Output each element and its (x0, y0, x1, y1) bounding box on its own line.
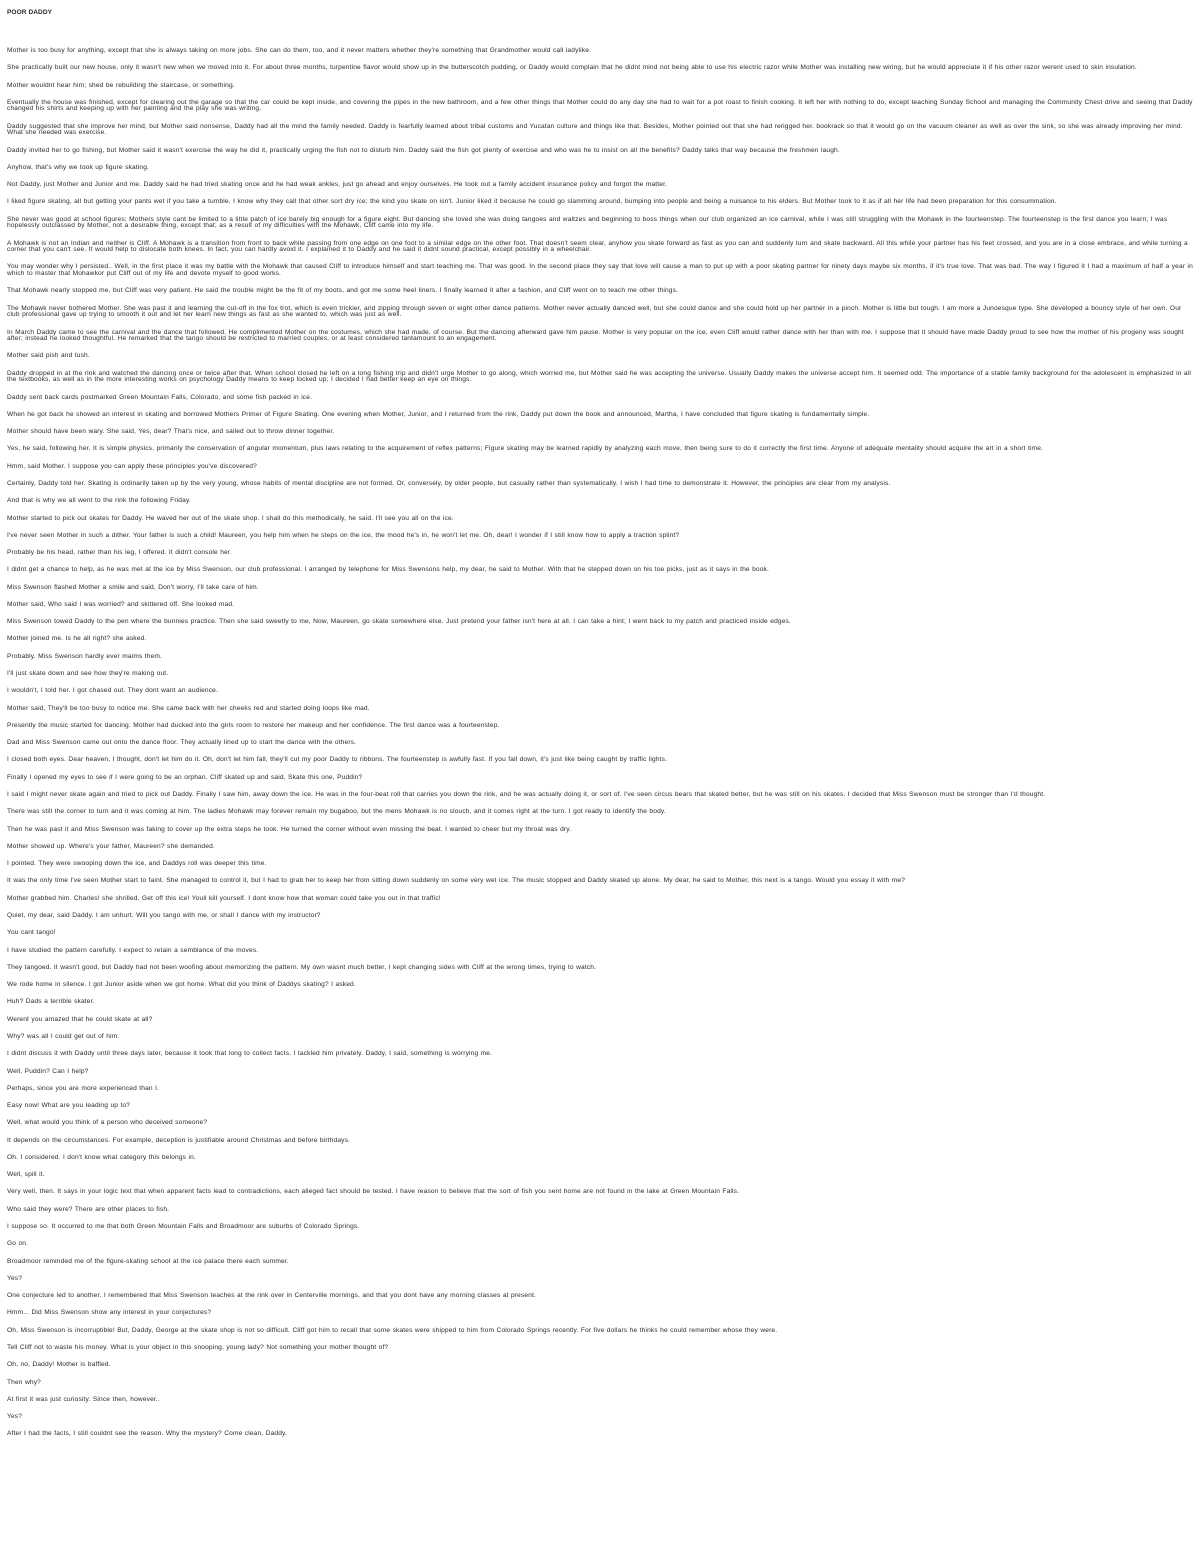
story-paragraph: Easy now! What are you leading up to? (7, 1102, 131, 1110)
story-paragraph: I wouldn't, I told her. I got chased out. They dont want an audience. (7, 687, 218, 695)
story-paragraph: I pointed. They were swooping down the ice, and Daddys roll was deeper this time. (7, 860, 267, 868)
story-paragraph: She never was good at school figures; Mothers style cant be limited to a little patch of ice barely big enough for a figure eight. But dancing she loved she was doing tangoes and waltzes and beginning to boss things when our club organized an ice carnival, while I was still struggling with the Mohawk in the fourteenstep. The fourteenstep is the first dance you learn; I was hopelessly outclassed by Mother, not a desirable thing, except that; as a result of my difficulties with the Mohawk, Cliff came into my life. (7, 215, 1168, 230)
story-paragraph: Huh? Dads a terrible skater. (7, 998, 95, 1006)
story-paragraph: Eventually the house was finished, except for clearing out the garage so that the car could be kept inside, and covering the pipes in the new bathroom, and a few other things that Mother could do any day she had to wait for a pot roast to finish cooking. It left her with nothing to do, except teaching Sunday School and managing the Community Chest drive and seeing that Daddy changed his shirts and keeping up with her painting and the play she was writing. (7, 98, 1193, 113)
story-paragraph: I didnt discuss it with Daddy until three days later, because it took that long to collect facts. I tackled him privately. Daddy, I said, something is worrying me. (7, 1050, 493, 1058)
story-paragraph: Probably be his head, rather than his leg, I offered. It didn't console her. (7, 549, 232, 557)
story-paragraph: I closed both eyes. Dear heaven, I thought, don't let him do it. Oh, don't let him fall, they'll cut my poor Daddy to ribbons. The fourteenstep is awfully fast. If you fall down, it's just like being caught by traffic lights. (7, 756, 668, 764)
story-paragraph: Who said they were? There are other places to fish. (7, 1205, 170, 1213)
story-paragraph: They tangoed. It wasn't good, but Daddy had not been woofing about memorizing the pattern. My own wasnt much better, I kept changing sides with Cliff at the wrong times, trying to watch. (7, 963, 597, 971)
story-paragraph: Oh, no, Daddy! Mother is baffled. (7, 1361, 111, 1369)
story-paragraph: The Mohawk never bothered Mother. She was past it and learning the cut-off in the fox trot, which is even trickier, and zipping through seven or eight other dance patterns. Mother never actually danced well, but she could dance and she could hold up her partner in a pinch. Mother is little but tough. I am more a Junoesque type. She developed a bouncy style of her own. Our club professional gave up trying to smooth it out and let her learn new things as fast as she wanted to, which was just as well. (7, 304, 1182, 319)
story-paragraph: Yes? (7, 1274, 23, 1282)
story-paragraph: Mother wouldnt hear him; shed be rebuilding the staircase, or something. (7, 81, 235, 89)
story-paragraph: Daddy invited her to go fishing, but Mother said it wasn't exercise the way he did it, practically urging the fish not to disturb him. Daddy said the fish got plenty of exercise and who was he to insist on all the benefits? Daddy talks that way because the freshmen laugh. (7, 146, 840, 154)
story-paragraph: Yes, he said, following her. It is simple physics, primarily the conservation of angular momentum, plus laws relating to the acquirement of reflex patterns; Figure skating may be learned rapidly by analyzing each move, then being sure to do it correctly the first time. Anyone of adequate mentality should acquire the art in a short time. (7, 445, 1044, 453)
story-paragraph: Why? was all I could get out of him. (7, 1032, 120, 1040)
story-paragraph: I said I might never skate again and tried to pick out Daddy. Finally I saw him, away down the ice. He was in the four-beat roll that carries you down the rink, and he was actually doing it, or sort of. I've seen circus bears that skated better, but he was still on his skates. I decided that Miss Swenson must be stronger than I'd thought. (7, 791, 1046, 798)
story-paragraph: Presently the music started for dancing. Mother had ducked into the girls room to restore her makeup and her confidence. The first dance was a fourteenstep. (7, 721, 500, 729)
story-paragraph: Well, spill it. (7, 1171, 45, 1179)
story-paragraph: Quiet, my dear, said Daddy. I am unhurt. Will you tango with me, or shall I dance with my instructor? (7, 911, 321, 919)
story-paragraph: Mother showed up. Where's your father, Maureen? she demanded. (7, 842, 215, 850)
story-paragraph: Mother said pish and tush. (7, 352, 90, 360)
story-paragraph: Yes? (7, 1413, 23, 1421)
story-paragraph: One conjecture led to another. I remembered that Miss Swenson teaches at the rink over in Centerville mornings, and that you dont have any morning classes at present. (7, 1292, 537, 1300)
story-paragraph: I liked figure skating, all but getting your pants wet if you take a tumble. I know why they call that other sort dry ice; the kind you skate on isn't. Junior liked it because he could go slamming around, bumping into people and being a nuisance to his elders. But Mother took to it as if all her life had been preparation for this consummation. (7, 198, 1057, 206)
document-page (7, 0, 1193, 1449)
story-paragraph: Dad and Miss Swenson came out onto the dance floor. They actually lined up to start the dance with the others. (7, 739, 357, 747)
story-paragraph: Werent you amazed that he could skate at all? (7, 1015, 153, 1023)
story-paragraph: Mother said, They'll be too busy to notice me. She came back with her cheeks red and started doing loops like mad. (7, 704, 370, 712)
story-paragraph: I've never seen Mother in such a dither. Your father is such a child! Maureen, you help him when he steps on the ice, the mood he's in, he won't let me. Oh, dear! I wonder if I still know how to apply a traction splint? (7, 531, 680, 539)
story-paragraph: Broadmoor reminded me of the figure-skating school at the ice palace there each summer. (7, 1257, 289, 1265)
story-paragraph: I suppose so. It occurred to me that both Green Mountain Falls and Broadmoor are suburbs of Colorado Springs. (7, 1223, 360, 1231)
story-paragraph: Go on. (7, 1240, 29, 1248)
story-paragraph: There was still the corner to turn and it was coming at him. The ladies Mohawk may forever remain my bugaboo, but the mens Mohawk is no slouch, and it comes right at the turn. I got ready to identify the body. (7, 808, 666, 816)
story-paragraph: Not Daddy, just Mother and Junior and me. Daddy said he had tried skating once and he had weak ankles, just go ahead and enjoy ourselves. He took out a family accident insurance policy and forgot the matter. (7, 181, 668, 189)
story-paragraph: We rode home in silence. I got Junior aside when we got home. What did you think of Daddys skating? I asked. (7, 981, 356, 989)
story-paragraph: Miss Swenson towed Daddy to the pen where the bunnies practice. Then she said sweetly to me, Now, Maureen, go skate somewhere else. Just pretend your father isn't here at all. I can take a hint; I went back to my patch and practiced inside edges. (7, 618, 791, 626)
story-paragraph: I have studied the pattern carefully. I expect to retain a semblance of the moves. (7, 946, 259, 954)
story-paragraph: Mother joined me. Is he all right? she asked. (7, 635, 147, 643)
story-paragraph: Very well, then. It says in your logic text that when apparent facts lead to contradictions, each alleged fact should be tested. I have reason to believe that the sort of fish you sent home are not found in the lake at Green Mountain Falls. (7, 1188, 740, 1196)
story-paragraph: It was the only time I've seen Mother start to faint. She managed to control it, but I had to grab her to keep her from sitting down suddenly on some very wet ice. The music stopped and Daddy skated up alone. My dear, he said to Mother, this next is a tango. Would you essay it with me? (7, 877, 906, 885)
story-paragraph: Daddy sent back cards postmarked Green Mountain Falls, Colorado, and some fish packed in ice. (7, 393, 313, 401)
story-paragraph: Well, Puddin? Can I help? (7, 1067, 89, 1075)
story-paragraph: Mother grabbed him. Charles! she shrilled. Get off this ice! Youll kill yourself. I dont know how that woman could take you out in that traffic! (7, 894, 441, 902)
story-paragraph: When he got back he showed an interest in skating and borrowed Mothers Primer of Figure Skating. One evening when Mother, Junior, and I returned from the rink, Daddy put down the book and announced, Martha, I have concluded that figure skating is fundamentally simple. (7, 410, 870, 418)
story-paragraph: Well, what would you think of a person who deceived someone? (7, 1119, 208, 1127)
story-paragraph: After I had the facts, I still couldnt see the reason. Why the mystery? Come clean, Daddy. (7, 1430, 287, 1438)
story-paragraph: That Mohawk nearly stopped me, but Cliff was very patient. He said the trouble might be the fit of my boots, and got me some heel liners. I finally learned it after a fashion, and Cliff went on to teach me other things. (7, 287, 679, 295)
story-paragraph: Anyhow, that's why we took up figure skating. (7, 163, 150, 171)
story-paragraph: Mother should have been wary. She said, Yes, dear? That's nice, and sailed out to throw dinner together. (7, 428, 335, 436)
story-paragraph: Miss Swenson flashed Mother a smile and said, Don't worry, I'll take care of him. (7, 583, 259, 591)
story-paragraph: Tell Cliff not to waste his money. What is your object in this snooping, young lady? Not something your mother thought of? (7, 1344, 389, 1351)
story-paragraph: I didnt get a chance to help, as he was met at the ice by Miss Swenson, our club professional. I arranged by telephone for Miss Swensons help, my dear, he said to Mother. With that he stepped down on his toe picks, just as it says in the book. (7, 566, 769, 574)
story-paragraph: I'll just skate down and see how they're making out. (7, 670, 169, 678)
story-paragraph: And that is why we all went to the rink the following Friday. (7, 497, 191, 505)
story-paragraph: Oh, Miss Swenson is incorruptible! But, Daddy, George at the skate shop is not so difficult. Cliff got him to recall that some skates were shipped to him from Colorado Springs recently. For five dollars he thinks he could remember whose they were. (7, 1326, 778, 1334)
story-paragraph: Mother said, Who said I was worried? and skittered off. She looked mad. (7, 600, 235, 608)
story-body (7, 48, 1193, 1438)
story-paragraph: Perhaps, since you are more experienced than I. (7, 1084, 160, 1092)
story-paragraph: Then he was past it and Miss Swenson was faking to cover up the extra steps he took. He turned the corner without even missing the beat. I wanted to cheer but my throat was dry. (7, 825, 572, 833)
story-paragraph: Daddy suggested that she improve her mind, but Mother said nonsense, Daddy had all the mind the family needed. Daddy is fearfully learned about tribal customs and Yucatan culture and things like that. Besides, Mother pointed out that she had rerigged her. bookrack so that it would go on the vacuum cleaner as well as over the sink, so she was already improving her mind. What she needed was exercise. (7, 122, 1183, 137)
story-paragraph: She practically built our new house, only it wasn't new when we moved into it. For about three months, turpentine flavor would show up in the butterscotch pudding, or Daddy would complain that he didnt mind not being able to use his electric razor while Mother was installing new wiring, but he would appreciate it if his other razor werent used to skin insulation. (7, 64, 1137, 72)
story-paragraph: Mother is too busy for anything, except that she is always taking on more jobs. She can do them, too, and it never matters whether they're something that Grandmother would call ladylike. (7, 47, 591, 54)
story-paragraph: You may wonder why I persisted.. Well, in the first place it was my battle with the Mohawk that caused Cliff to introduce himself and start teaching me. That was good. In the second place they say that love will cause a man to put up with a poor skating partner for ninety days maybe six months, if it's true love. That was bad. The way I figured it I had a maximum of half a year in which to master that Mohawkor put Cliff out of my life and devote myself to good works. (7, 263, 1193, 278)
story-paragraph: In March Daddy came to see the carnival and the dance that followed. He complimented Mother on the costumes, which she had made, of course. But the dancing afterward gave him pause. Mother is very popular on the ice, even Cliff would rather dance with her than with me. I suppose that it should have made Daddy proud to see how the mother of his progeny was sought after; instead he looked thoughtful. He remarked that the tango should be restricted to married couples, or at least considered tantamount to an engagement. (7, 328, 1184, 343)
story-title: POOR DADDY (7, 9, 53, 16)
story-paragraph: Hmm, said Mother. I suppose you can apply these principles you've discovered? (7, 462, 257, 470)
story-paragraph: Daddy dropped in at the rink and watched the dancing once or twice after that. When school closed he left on a long fishing trip and didn't urge Mother to go along, which worried me, but Mother said he was accepting the universe. Usually Daddy makes the universe accept him. It seemed odd. The importance of a stable family background for the adolescent is emphasized in all the textbooks, as well as in the more interesting works on psychology Daddy means to keep locked up; I decided I had better keep an eye on things. (7, 369, 1191, 384)
story-paragraph: It depends on the circumstances. For example, deception is justifiable around Christmas and before birthdays. (7, 1136, 351, 1144)
story-paragraph: Then why? (7, 1378, 42, 1386)
story-paragraph: Certainly, Daddy told her. Skating is ordinarily taken up by the very young, whose habits of mental discipline are not formed. Or, conversely, by older people, but casually rather than systematically. I wish I had time to demonstrate it. However, the principles are clear from my analysis. (7, 479, 891, 487)
story-paragraph: At first it was just curiosity. Since then, however.. (7, 1395, 160, 1403)
story-paragraph: Finally I opened my eyes to see if I were going to be an orphan. Cliff skated up and said, Skate this one, Puddin? (7, 773, 363, 781)
story-paragraph: Oh. I considered. I don't know what category this belongs in. (7, 1153, 196, 1161)
story-paragraph: Probably. Miss Swenson hardly ever maims them. (7, 652, 163, 660)
story-paragraph: A Mohawk is not an Indian and neither is Cliff. A Mohawk is a transition from front to back while passing from one edge on one foot to a similar edge on the other foot. That doesn't seem clear, anyhow you skate forward as fast as you can and suddenly turn and skate backward. All this while your partner has his feet crossed, and you are in a close embrace, and while turning a corner that you can't see. It would help to dislocate both knees. In fact, you can hardly avoid it. I explained it to Daddy and he said it didnt sound practical, except possibly in a wheelchair. (7, 239, 1188, 254)
story-paragraph: Mother started to pick out skates for Daddy. He waved her out of the skate shop. I shall do this methodically, he said. I'll see you all on the ice. (7, 514, 454, 522)
story-paragraph: You cant tango! (7, 929, 56, 937)
story-paragraph: Hmm... Did Miss Swenson show any interest in your conjectures? (7, 1309, 212, 1317)
